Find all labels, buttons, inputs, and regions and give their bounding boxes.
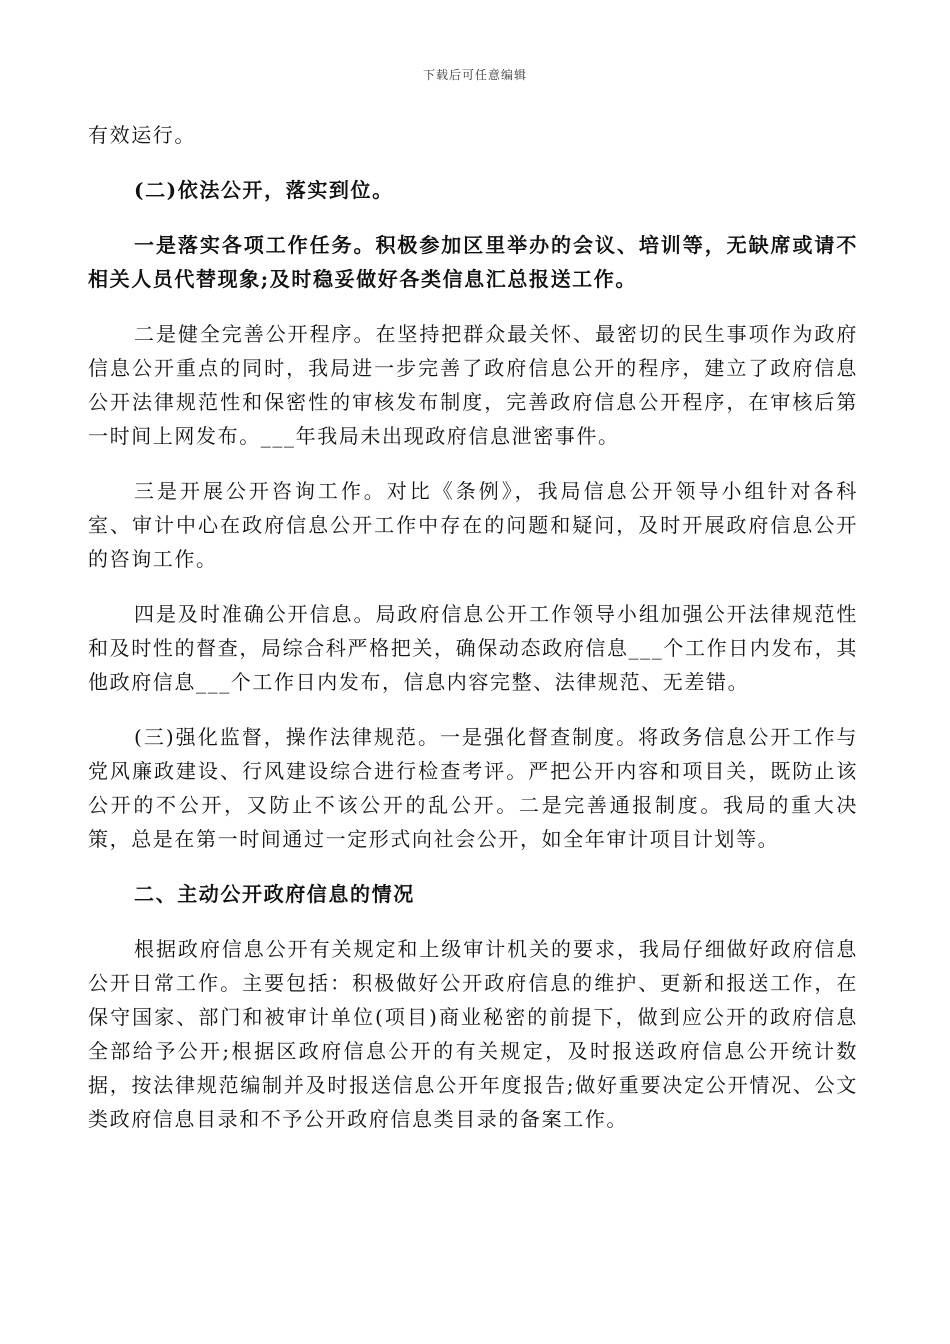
page-header-note: 下载后可任意编辑 bbox=[422, 68, 527, 82]
paragraph-timely-disclosure: 四是及时准确公开信息。局政府信息公开工作领导小组加强公开法律规范性和及时性的督查，局综合科严格把关，确保动态政府信息___个工作日内发布，其他政府信息___个工作日内发布，信息内容完整、法律规范、无差错。 bbox=[88, 602, 858, 694]
paragraph-task-implementation: 一是落实各项工作任务。积极参加区里举办的会议、培训等，无缺席或请不相关人员代替现象;及时稳妥做好各类信息汇总报送工作。 bbox=[88, 233, 858, 291]
paragraph-daily-work: 根据政府信息公开有关规定和上级审计机关的要求，我局仔细做好政府信息公开日常工作。主要包括：积极做好公开政府信息的维护、更新和报送工作，在保守国家、部门和被审计单位(项目)商业秘密的前提下，做到应公开的政府信息全部给予公开;根据区政府信息公开的有关规定，及时报送政府信息公开统计数据，按法律规范编制并及时报送信息公开年度报告;做好重要决定公开情况、公文类政府信息目录和不予公开政府信息类目录的备案工作。 bbox=[88, 937, 858, 1131]
paragraph-supervision: (三)强化监督，操作法律规范。一是强化督查制度。将政务信息公开工作与党风廉政建设、行风建设综合进行检查考评。严把公开内容和项目关，既防止该公开的不公开，又防止不该公开的乱公开。二是完善通报制度。我局的重大决策，总是在第一时间通过一定形式向社会公开，如全年审计项目计划等。 bbox=[88, 725, 858, 851]
paragraph-consultation: 三是开展公开咨询工作。对比《条例》，我局信息公开领导小组针对各科室、审计中心在政府信息公开工作中存在的问题和疑问，及时开展政府信息公开的咨询工作。 bbox=[88, 479, 858, 571]
document-body bbox=[88, 118, 858, 1157]
section-heading-2: (二)依法公开，落实到位。 bbox=[134, 178, 394, 202]
paragraph-1: 有效运行。 bbox=[88, 123, 196, 147]
paragraph-procedure: 二是健全完善公开程序。在坚持把群众最关怀、最密切的民生事项作为政府信息公开重点的同时，我局进一步完善了政府信息公开的程序，建立了政府信息公开法律规范性和保密性的审核发布制度，完善政府信息公开程序，在审核后第一时间上网发布。___年我局未出现政府信息泄密事件。 bbox=[88, 322, 858, 448]
section-heading-active-disclosure: 二、主动公开政府信息的情况 bbox=[134, 882, 415, 906]
